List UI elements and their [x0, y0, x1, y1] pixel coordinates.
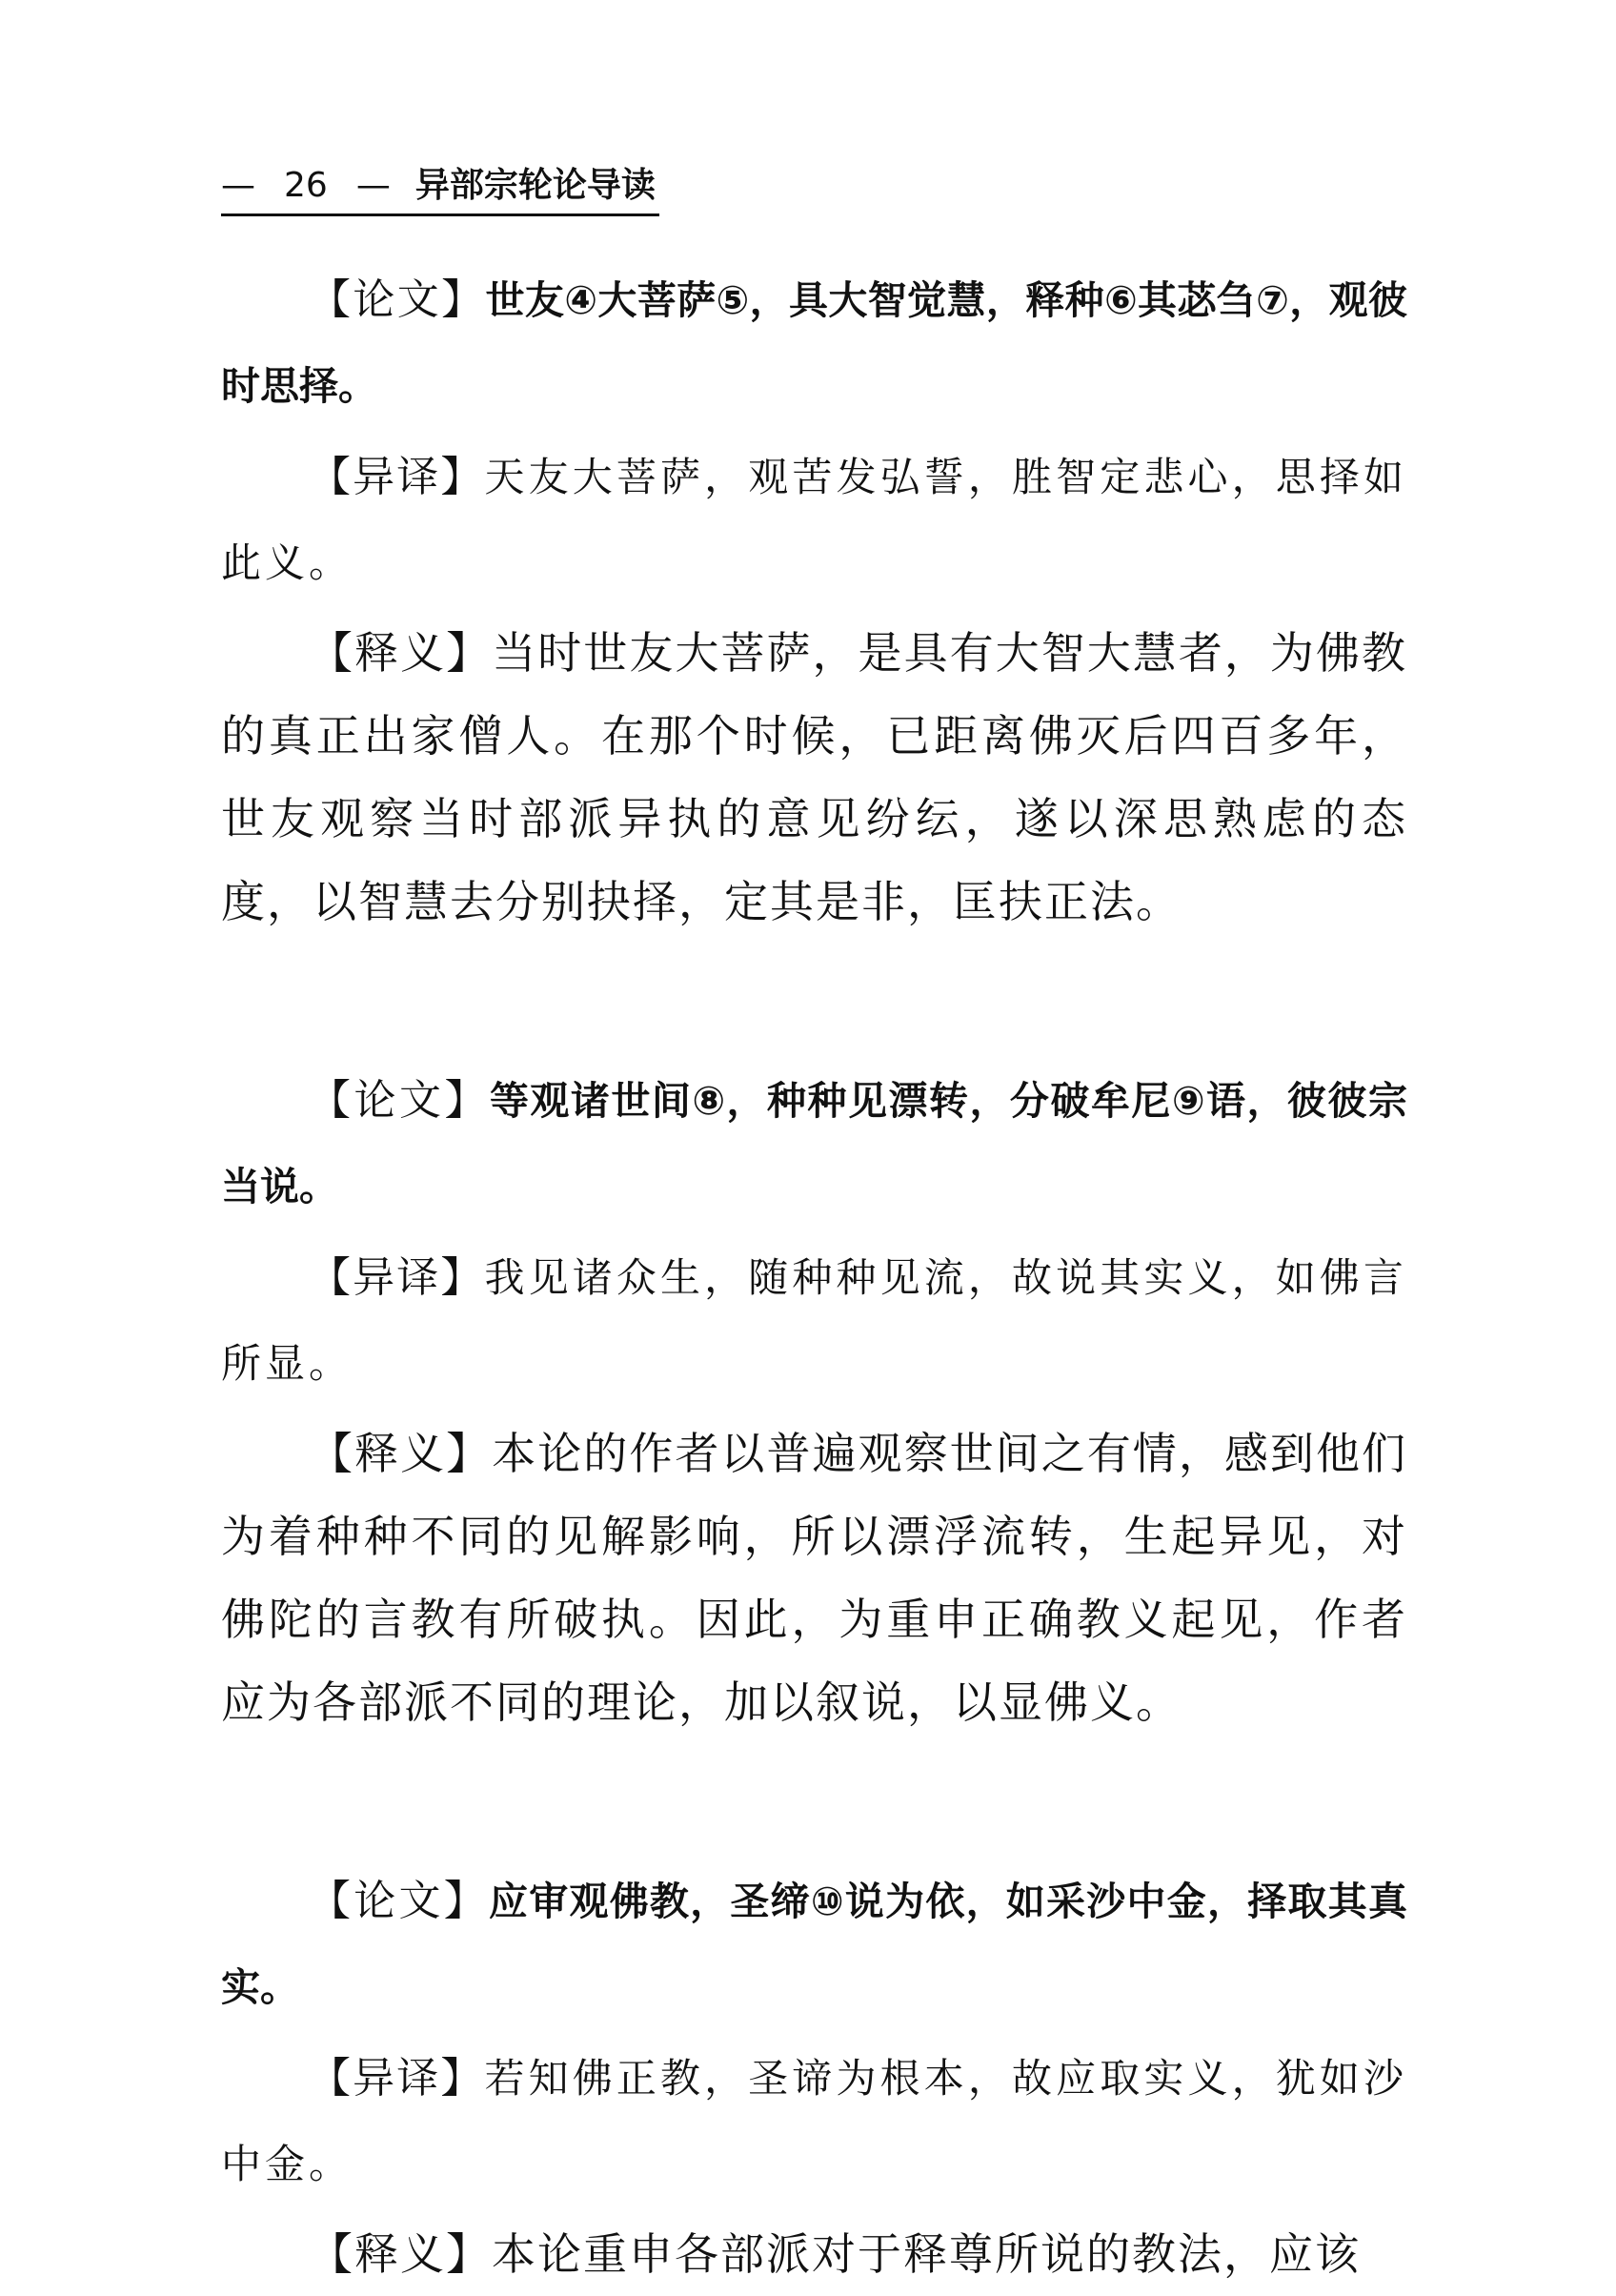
page-number: 26	[284, 166, 328, 205]
explanation-label: 【释义】	[309, 627, 493, 679]
alternate-label: 【异译】	[309, 1253, 485, 1302]
verse-explanation	[221, 2213, 1407, 2296]
original-text: 应审观佛教，圣缔⑩说为依，如采沙中金，择取其真实。	[221, 1879, 1407, 2010]
verse-alternate-translation	[221, 2036, 1407, 2207]
verse-explanation	[221, 1412, 1407, 1744]
verse-original	[221, 1058, 1407, 1229]
verse-alternate-translation	[221, 1235, 1407, 1407]
header-dash-left: —	[221, 166, 255, 205]
explanation-text: 当时世友大菩萨，是具有大智大慧者，为佛教的真正出家僧人。在那个时候，已距离佛灭后四百多年，世友观察当时部派异执的意见纷纭，遂以深思熟虑的态度，以智慧去分别抉择，定其是非，匡扶正法。	[221, 627, 1408, 927]
alternate-text: 我见诸众生，随种种见流，故说其实义，如佛言所显。	[221, 1254, 1407, 1387]
original-text: 等观诸世间⑧，种种见漂转，分破牟尼⑨语，彼彼宗当说。	[221, 1078, 1407, 1209]
explanation-label: 【释义】	[309, 2228, 492, 2280]
page-body	[221, 257, 1407, 2296]
header-dash-right: —	[355, 166, 391, 205]
original-label: 【论文】	[309, 1076, 490, 1125]
verse-section-3	[221, 1859, 1407, 2296]
explanation-label: 【释义】	[309, 1428, 493, 1479]
alternate-label: 【异译】	[309, 453, 485, 501]
verse-alternate-translation	[221, 435, 1407, 606]
original-label: 【论文】	[309, 275, 486, 324]
verse-explanation	[221, 612, 1407, 944]
verse-original	[221, 1859, 1407, 2030]
original-label: 【论文】	[309, 1877, 489, 1925]
alternate-text: 天友大菩萨，观苦发弘誓，胜智定悲心，思择如此义。	[221, 454, 1407, 586]
alternate-label: 【异译】	[309, 2054, 485, 2103]
book-title: 异部宗轮论导读	[414, 166, 656, 205]
original-text: 世友④大菩萨⑤，具大智觉慧，释种⑥其苾刍⑦，观彼时思择。	[221, 277, 1408, 409]
alternate-text: 若知佛正教，圣谛为根本，故应取实义，犹如沙中金。	[221, 2055, 1407, 2187]
page-header	[221, 164, 659, 216]
explanation-text: 本论的作者以普遍观察世间之有情，感到他们为着种种不同的见解影响，所以漂浮流转，生起异见，对佛陀的言教有所破执。因此，为重申正确教义起见，作者应为各部派不同的理论，加以叙说，以显佛义。	[221, 1428, 1408, 1728]
verse-original	[221, 257, 1407, 429]
explanation-text: 本论重申各部派对于释尊所说的教法，应该	[492, 2228, 1361, 2280]
verse-section-1	[221, 257, 1407, 944]
verse-section-2	[221, 1058, 1407, 1744]
